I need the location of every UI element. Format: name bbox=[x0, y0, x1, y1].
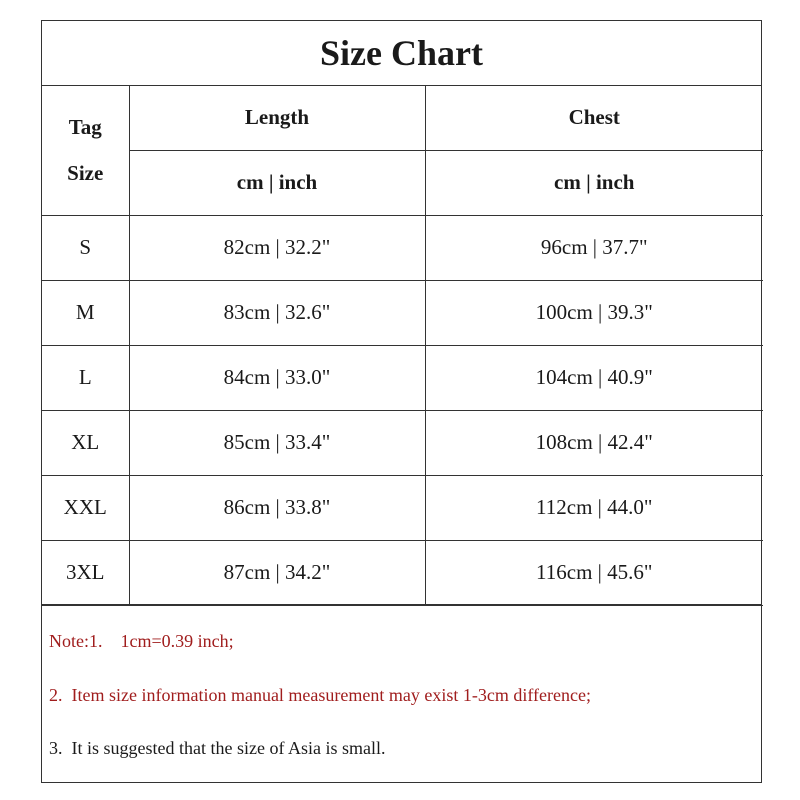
chest-cell: 108cm | 42.4" bbox=[425, 410, 763, 475]
table-row bbox=[42, 280, 763, 345]
length-cell: 86cm | 33.8" bbox=[129, 475, 425, 540]
chest-unit-header: cm | inch bbox=[425, 150, 763, 215]
tag-size-header bbox=[42, 85, 129, 215]
length-cell: 84cm | 33.0" bbox=[129, 345, 425, 410]
size-cell: L bbox=[42, 345, 129, 410]
tag-label: Tag bbox=[68, 114, 102, 139]
length-cell: 85cm | 33.4" bbox=[129, 410, 425, 475]
chest-cell: 116cm | 45.6" bbox=[425, 540, 763, 605]
length-cell: 82cm | 32.2" bbox=[129, 215, 425, 280]
size-cell: 3XL bbox=[42, 540, 129, 605]
notes-section bbox=[42, 604, 761, 784]
size-cell: S bbox=[42, 215, 129, 280]
size-cell: M bbox=[42, 280, 129, 345]
unit-row bbox=[42, 150, 763, 215]
length-cell: 87cm | 34.2" bbox=[129, 540, 425, 605]
table-row bbox=[42, 345, 763, 410]
size-label: Size bbox=[67, 160, 104, 185]
size-cell: XL bbox=[42, 410, 129, 475]
length-cell: 83cm | 32.6" bbox=[129, 280, 425, 345]
chest-cell: 96cm | 37.7" bbox=[425, 215, 763, 280]
length-unit-header: cm | inch bbox=[129, 150, 425, 215]
table-row bbox=[42, 475, 763, 540]
size-table bbox=[42, 85, 763, 606]
chest-header: Chest bbox=[425, 85, 763, 150]
chest-cell: 100cm | 39.3" bbox=[425, 280, 763, 345]
table-row bbox=[42, 410, 763, 475]
chart-title: Size Chart bbox=[42, 21, 761, 86]
chest-cell: 104cm | 40.9" bbox=[425, 345, 763, 410]
size-cell: XXL bbox=[42, 475, 129, 540]
header-row bbox=[42, 85, 763, 150]
note-conversion: Note:1. 1cm=0.39 inch; bbox=[49, 631, 234, 651]
note-asia-size: 3. It is suggested that the size of Asia is small. bbox=[49, 738, 386, 758]
length-header: Length bbox=[129, 85, 425, 150]
table-row bbox=[42, 215, 763, 280]
note-measurement: 2. Item size information manual measurement may exist 1-3cm difference; bbox=[49, 685, 591, 705]
size-chart-frame bbox=[41, 20, 762, 783]
chest-cell: 112cm | 44.0" bbox=[425, 475, 763, 540]
table-row bbox=[42, 540, 763, 605]
